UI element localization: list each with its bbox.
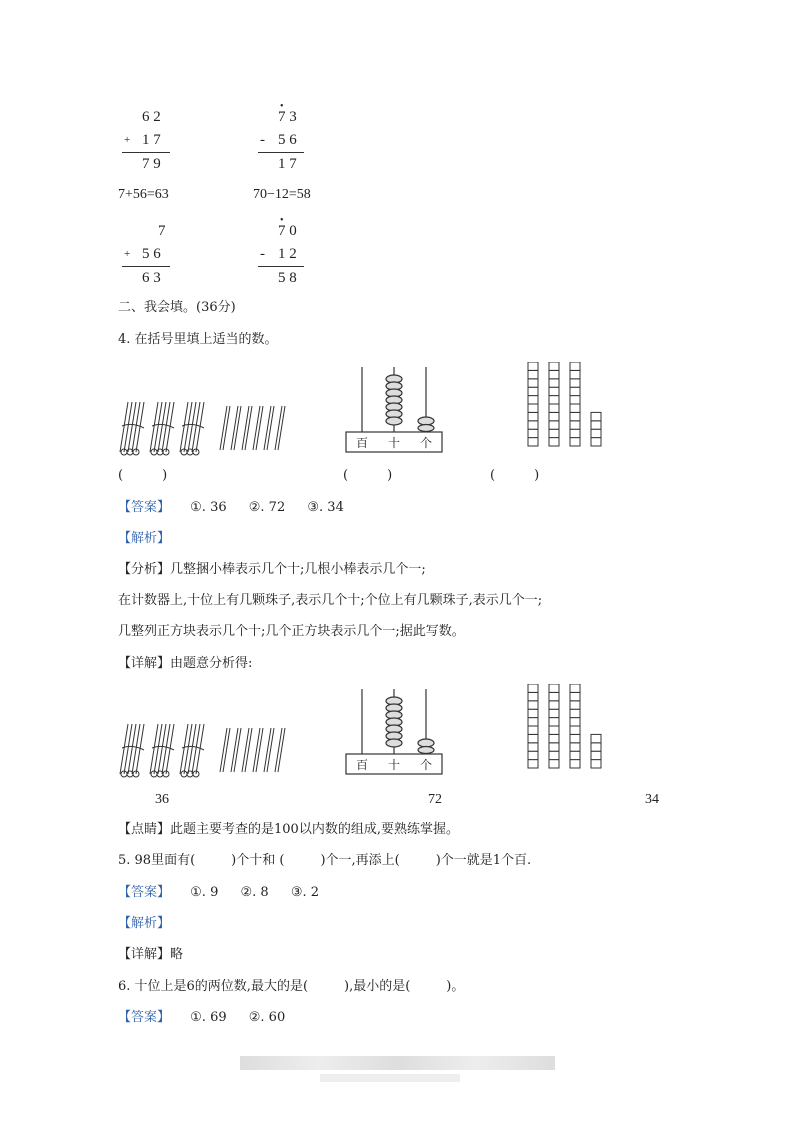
bundle-icon: [120, 402, 144, 455]
detail-text: 略: [170, 947, 184, 962]
calc3-a: 7: [158, 223, 166, 239]
abacus-label-tens: 十: [388, 436, 401, 450]
footer-watermark: [240, 1056, 555, 1070]
abacus-label-hundreds: 百: [356, 436, 369, 450]
q6-part-3: )。: [446, 979, 465, 994]
calc3-line: [122, 266, 170, 267]
vertical-calc-4: [256, 214, 316, 284]
answer-5-1: ①. 9: [190, 885, 219, 900]
question-4: 4. 在括号里填上适当的数。: [118, 332, 278, 347]
answer-5-2: ②. 8: [240, 885, 269, 900]
calc3-b: 5 6: [142, 246, 161, 262]
detail-4: [118, 656, 252, 672]
answer-tag: 【答案】: [118, 885, 171, 900]
abacus-icon: [346, 689, 442, 774]
answer-tag: 【答案】: [118, 500, 171, 515]
loose-sticks-icon: [220, 406, 285, 450]
borrow-dot-2: •: [280, 215, 284, 226]
calc2-a: 7 3: [278, 109, 297, 125]
bundle-icon: [120, 724, 144, 777]
q6-part-2: ),最小的是(: [344, 979, 411, 994]
stick-bundles: [120, 402, 285, 455]
detail-5: [118, 947, 183, 963]
calc2-line: [258, 152, 304, 153]
q5-part-1: 5. 98里面有(: [118, 853, 196, 868]
answer-4: [118, 500, 344, 516]
fenxi-line-1: [118, 562, 426, 578]
bundle-icon: [150, 402, 174, 455]
bundle-icon: [150, 724, 174, 777]
calc3-r: 6 3: [142, 270, 161, 286]
abacus-icon: [346, 367, 442, 452]
value-36: 36: [155, 792, 169, 807]
square-blocks-icon: [528, 684, 601, 768]
bundle-icon: [180, 402, 204, 455]
answer-4-2: ②. 72: [248, 500, 286, 515]
calc2-op: -: [260, 132, 265, 148]
fenxi-line-3: 几整列正方块表示几个十;几个正方块表示几个一;据此写数。: [118, 624, 465, 639]
answer-4-3: ③. 34: [307, 500, 344, 515]
calc2-b: 5 6: [278, 132, 297, 148]
answer-6-1: ①. 69: [190, 1010, 227, 1025]
vertical-calc-2: [256, 100, 316, 170]
calc1-op: +: [124, 134, 131, 146]
paren-1: ( ): [118, 468, 168, 483]
abacus-label-ones: 个: [420, 436, 433, 450]
borrow-dot-1: •: [280, 101, 284, 112]
figures-row-2: [118, 684, 678, 779]
q6-part-1: 6. 十位上是6的两位数,最大的是(: [118, 979, 309, 994]
calc4-r: 5 8: [278, 270, 297, 286]
answer-6: [118, 1010, 285, 1026]
section-2-heading: 二、我会填。(36分): [118, 300, 236, 315]
q5-part-3: )个一,再添上(: [320, 853, 400, 868]
q5-part-2: )个十和 (: [231, 853, 285, 868]
fenxi-text: 几整捆小棒表示几个十;几根小棒表示几个一;: [170, 562, 426, 577]
fenxi-tag: 【分析】: [118, 562, 171, 577]
abacus-label-tens: 十: [388, 758, 401, 772]
answer-6-2: ②. 60: [248, 1010, 286, 1025]
detail-tag: 【详解】: [118, 656, 171, 671]
calc1-line: [122, 152, 170, 153]
answer-4-1: ①. 36: [190, 500, 227, 515]
detail-text: 由题意分析得:: [170, 656, 253, 671]
figures-row-1: [118, 362, 678, 457]
paren-2: ( ): [343, 468, 393, 483]
calc1-r: 7 9: [142, 156, 161, 172]
analysis-tag: 【解析】: [118, 531, 171, 546]
question-5: [118, 853, 531, 869]
answer-tag: 【答案】: [118, 1010, 171, 1025]
abacus-label-ones: 个: [420, 758, 433, 772]
paren-3: ( ): [490, 468, 540, 483]
fenxi-line-2: 在计数器上,十位上有几颗珠子,表示几个十;个位上有几颗珠子,表示几个一;: [118, 593, 543, 608]
calc1-a: 6 2: [142, 109, 161, 125]
answer-5-3: ③. 2: [290, 885, 320, 900]
answer-5: [118, 885, 319, 901]
calc2-r: 1 7: [278, 156, 297, 172]
footer-watermark-2: [320, 1074, 460, 1082]
calc4-a: 7 0: [278, 223, 297, 239]
vertical-calc-3: [118, 222, 178, 286]
loose-sticks-icon: [220, 728, 285, 772]
calc3-op: +: [124, 248, 131, 260]
value-72: 72: [428, 792, 442, 807]
detail-tag: 【详解】: [118, 947, 171, 962]
value-34: 34: [645, 792, 659, 807]
calc4-line: [258, 266, 304, 267]
bundle-icon: [180, 724, 204, 777]
calc4-b: 1 2: [278, 246, 297, 262]
calc1-b: 1 7: [142, 132, 161, 148]
vertical-calc-1: [118, 108, 178, 172]
abacus-label-hundreds: 百: [356, 758, 369, 772]
analysis-tag-5: 【解析】: [118, 916, 171, 931]
equation-2: 70−12=58: [253, 187, 311, 202]
question-6: [118, 979, 464, 995]
calc4-op: -: [260, 246, 265, 262]
q5-part-4: )个一就是1个百.: [435, 853, 532, 868]
dianjing: [118, 822, 459, 838]
dianjing-text: 此题主要考查的是100以内数的组成,要熟练掌握。: [170, 822, 459, 837]
dianjing-tag: 【点睛】: [118, 822, 171, 837]
equation-1: 7+56=63: [118, 187, 169, 202]
square-blocks-icon: [528, 362, 601, 446]
